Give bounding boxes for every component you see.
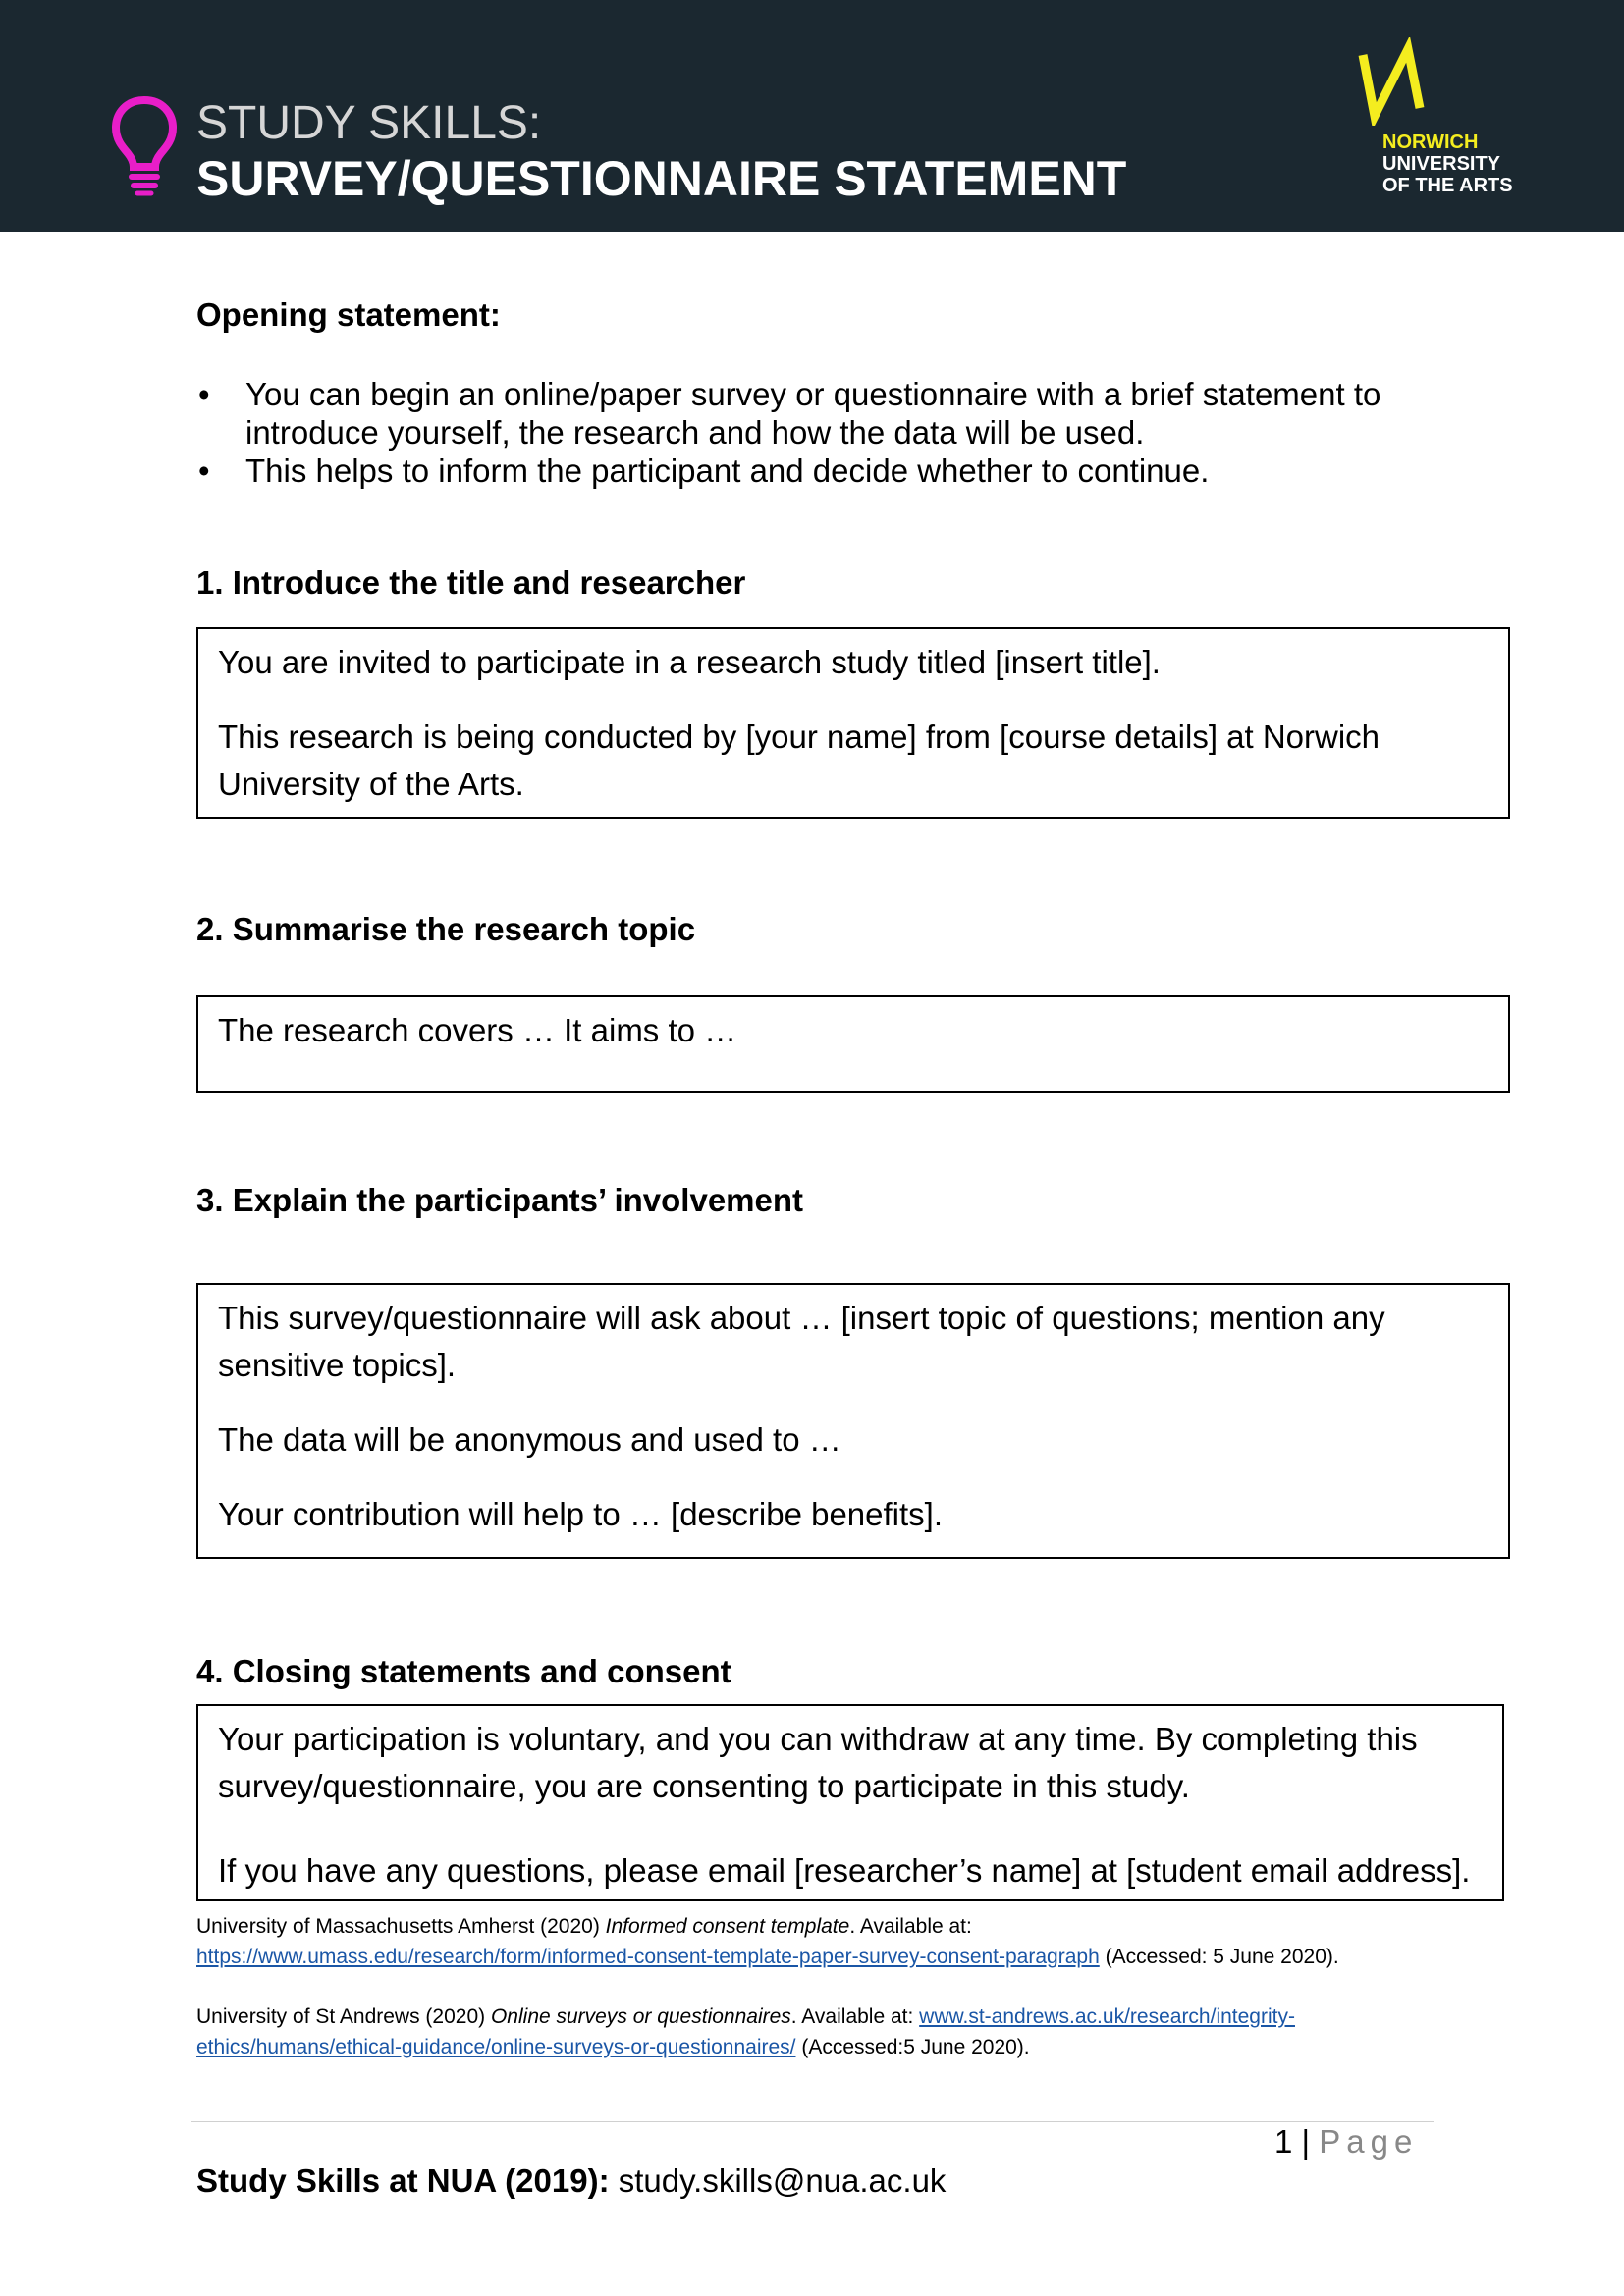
section-3-paragraph: The data will be anonymous and used to … xyxy=(218,1421,841,1458)
opening-bullet-list xyxy=(196,375,1473,490)
list-item: • You can begin an online/paper survey or questionnaire with a brief statement to introduce yourself, the research and how the data will be used. xyxy=(198,376,1381,451)
section-4-heading: 4. Closing statements and consent xyxy=(196,1653,731,1689)
reference-link[interactable]: https://www.umass.edu/research/form/informed-consent-template-paper-survey-consent-paragraph xyxy=(196,1946,1100,1968)
page-header xyxy=(0,0,1624,232)
footer-email: study.skills@nua.ac.uk xyxy=(609,2163,947,2199)
logo-line3: OF THE ARTS xyxy=(1382,175,1513,196)
section-2-box xyxy=(196,995,1510,1093)
logo-line2: UNIVERSITY xyxy=(1382,153,1501,175)
page-number xyxy=(1274,2123,1418,2161)
section-2-heading: 2. Summarise the research topic xyxy=(196,911,696,947)
section-3-box xyxy=(196,1283,1510,1559)
section-1-box xyxy=(196,627,1510,819)
section-1-paragraph: This research is being conducted by [your name] from [course details] at Norwich University of the Arts. xyxy=(218,719,1380,802)
reference-accessed: (Accessed: 5 June 2020). xyxy=(1099,1946,1339,1968)
nua-logo-icon xyxy=(1357,37,1426,126)
reference-link[interactable]: www.st-andrews.ac.uk/research/integrity-ethics/humans/ethical-guidance/online-surveys-or-questionnaires/ xyxy=(196,2005,1295,2058)
footer-label: Study Skills at NUA (2019): xyxy=(196,2163,610,2199)
section-4-paragraph: Your participation is voluntary, and you can withdraw at any time. By completing this survey/questionnaire, you are consenting to participate in this study. xyxy=(218,1721,1418,1804)
footer-contact xyxy=(196,2163,946,2200)
logo-line1: NORWICH xyxy=(1382,132,1479,153)
reference-2 xyxy=(196,2002,1492,2062)
bullet-text: This helps to inform the participant and decide whether to continue. xyxy=(245,453,1210,489)
section-4-paragraph: If you have any questions, please email [researcher’s name] at [student email address]. xyxy=(218,1852,1471,1889)
reference-title: Informed consent template xyxy=(605,1915,850,1938)
reference-author: University of Massachusetts Amherst (2020) xyxy=(196,1915,606,1938)
page-number-value: 1 xyxy=(1274,2123,1293,2160)
reference-available: . Available at: xyxy=(849,1915,972,1938)
reference-accessed: (Accessed:5 June 2020). xyxy=(795,2036,1030,2058)
bullet-text: You can begin an online/paper survey or questionnaire with a brief statement to introduce yourself, the research and how the data will be used. xyxy=(245,376,1381,451)
section-1-paragraph: You are invited to participate in a research study titled [insert title]. xyxy=(218,644,1161,680)
reference-1 xyxy=(196,1911,1492,1972)
section-1-heading: 1. Introduce the title and researcher xyxy=(196,564,746,601)
reference-author: University of St Andrews (2020) xyxy=(196,2005,491,2028)
header-title-line1: STUDY SKILLS: xyxy=(196,97,542,149)
footer-divider xyxy=(191,2121,1434,2122)
list-item: • This helps to inform the participant and decide whether to continue. xyxy=(198,453,1210,489)
reference-available: . Available at: xyxy=(790,2005,920,2028)
section-2-paragraph: The research covers … It aims to … xyxy=(218,1012,737,1048)
page-number-separator: | xyxy=(1292,2123,1320,2160)
section-3-paragraph: Your contribution will help to … [describe benefits]. xyxy=(218,1496,944,1532)
section-4-box xyxy=(196,1704,1504,1901)
reference-title: Online surveys or questionnaires xyxy=(490,2005,791,2028)
section-3-paragraph: This survey/questionnaire will ask about … [insert topic of questions; mention any sensitive topics]. xyxy=(218,1300,1385,1383)
opening-heading: Opening statement: xyxy=(196,296,501,333)
nua-logo-text xyxy=(1382,132,1513,196)
page-label: Page xyxy=(1319,2123,1419,2160)
lightbulb-icon xyxy=(110,94,179,196)
header-title-line2: SURVEY/QUESTIONNAIRE STATEMENT xyxy=(196,151,1127,206)
section-3-heading: 3. Explain the participants’ involvement xyxy=(196,1182,804,1218)
